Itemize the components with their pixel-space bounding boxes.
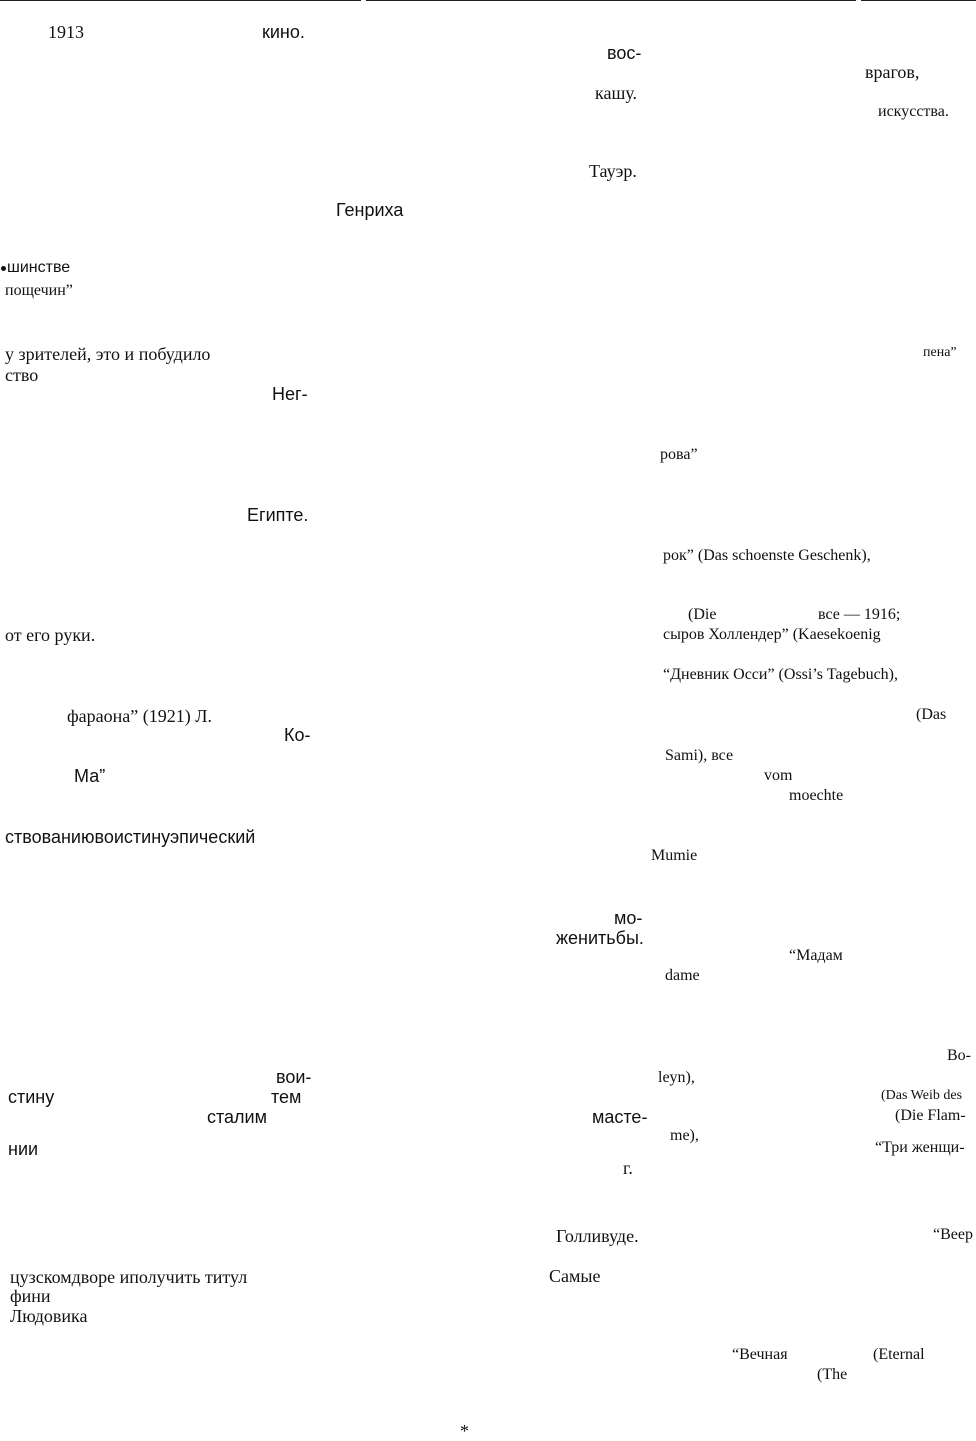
- fragment-samye: Самые: [549, 1266, 601, 1286]
- fragment-genrikha: Генриха: [336, 200, 404, 220]
- fragment-ko: Ко-: [284, 725, 311, 745]
- fragment-mumie: Mumie: [651, 847, 698, 864]
- fragment-rok-das-schoenste: рок” (Das schoenste Geschenk),: [663, 547, 871, 564]
- fragment-maste: масте-: [592, 1107, 648, 1127]
- fragment-egipte: Египте.: [247, 505, 309, 525]
- top-rule-middle: [366, 0, 856, 1]
- fragment-gollivude: Голливуде.: [556, 1226, 639, 1246]
- fragment-g: г.: [623, 1158, 633, 1178]
- fragment-stvo: ство: [5, 365, 39, 385]
- top-rule-left: [0, 0, 361, 1]
- fragment-rova: рова”: [660, 446, 698, 463]
- fragment-die: (Die: [688, 606, 717, 623]
- fragment-fini: фини: [10, 1286, 51, 1306]
- fragment-iskusstva: искусства.: [878, 103, 949, 120]
- asterisk-ornament: *: [460, 1421, 469, 1441]
- fragment-veer: “Веер: [933, 1226, 973, 1243]
- fragment-me: me),: [670, 1127, 699, 1144]
- fragment-zhenitby: женитьбы.: [556, 928, 644, 948]
- fragment-dame: dame: [665, 967, 700, 984]
- fragment-neg: Нег-: [272, 384, 308, 404]
- fragment-pena: пена”: [923, 345, 957, 360]
- fragment-vragov: врагов,: [865, 62, 920, 82]
- fragment-vse-1916: все — 1916;: [818, 606, 901, 623]
- fragment-poshchechin: пощечин”: [5, 282, 73, 299]
- fragment-madam: “Мадам: [789, 947, 843, 964]
- fragment-stalim: сталим: [207, 1107, 267, 1127]
- fragment-stvovaniyu: ствованиювоистинуэпический: [5, 827, 256, 847]
- fragment-stinu: стину: [8, 1087, 55, 1107]
- fragment-mo: мо-: [614, 908, 643, 928]
- fragment-moechte: moechte: [789, 787, 844, 804]
- fragment-leyn: leyn),: [658, 1069, 695, 1086]
- fragment-lyudovika: Людовика: [10, 1306, 88, 1326]
- fragment-die-flam: (Die Flam-: [895, 1107, 966, 1124]
- top-rule-right: [861, 0, 976, 1]
- fragment-faraona: фараона” (1921) Л.: [67, 706, 212, 726]
- fragment-vos: вос-: [607, 43, 642, 63]
- fragment-tsuzskom-dvore: цузскомдворе иполучить титул: [10, 1267, 248, 1287]
- fragment-tem: тем: [271, 1087, 302, 1107]
- fragment-nii: нии: [8, 1139, 39, 1159]
- fragment-vechnaya: “Вечная: [732, 1346, 788, 1363]
- fragment-bo: Bo-: [947, 1047, 971, 1064]
- fragment-u-zritelei: у зрителей, это и побудило: [5, 344, 211, 364]
- fragment-das-weib-des: (Das Weib des: [881, 1088, 963, 1103]
- fragment-sami-vse: Sami), все: [665, 747, 734, 764]
- fragment-ot-ego-ruki: от его руки.: [5, 625, 96, 645]
- fragment-kino: кино.: [262, 22, 305, 42]
- fragment-shinstve: шинстве: [7, 259, 71, 276]
- fragment-ma: Ма”: [74, 766, 106, 786]
- fragment-tri-zhenshchi: “Три женщи-: [875, 1139, 965, 1156]
- fragment-dnevnik-ossi: “Дневник Осси” (Ossi’s Tagebuch),: [663, 666, 899, 683]
- fragment-the: (The: [817, 1366, 848, 1383]
- fragment-syrov-hollender: сыров Холлендер” (Kaesekoenig: [663, 626, 881, 643]
- fragment-vom: vom: [764, 767, 793, 784]
- fragment-voi: вои-: [276, 1067, 312, 1087]
- bullet-mark: [1, 266, 6, 271]
- year-1913: 1913: [48, 22, 84, 42]
- fragment-tauer: Тауэр.: [589, 161, 637, 181]
- fragment-eternal: (Eternal: [873, 1346, 925, 1363]
- fragment-kashu: кашу.: [595, 83, 638, 103]
- fragment-das: (Das: [916, 706, 947, 723]
